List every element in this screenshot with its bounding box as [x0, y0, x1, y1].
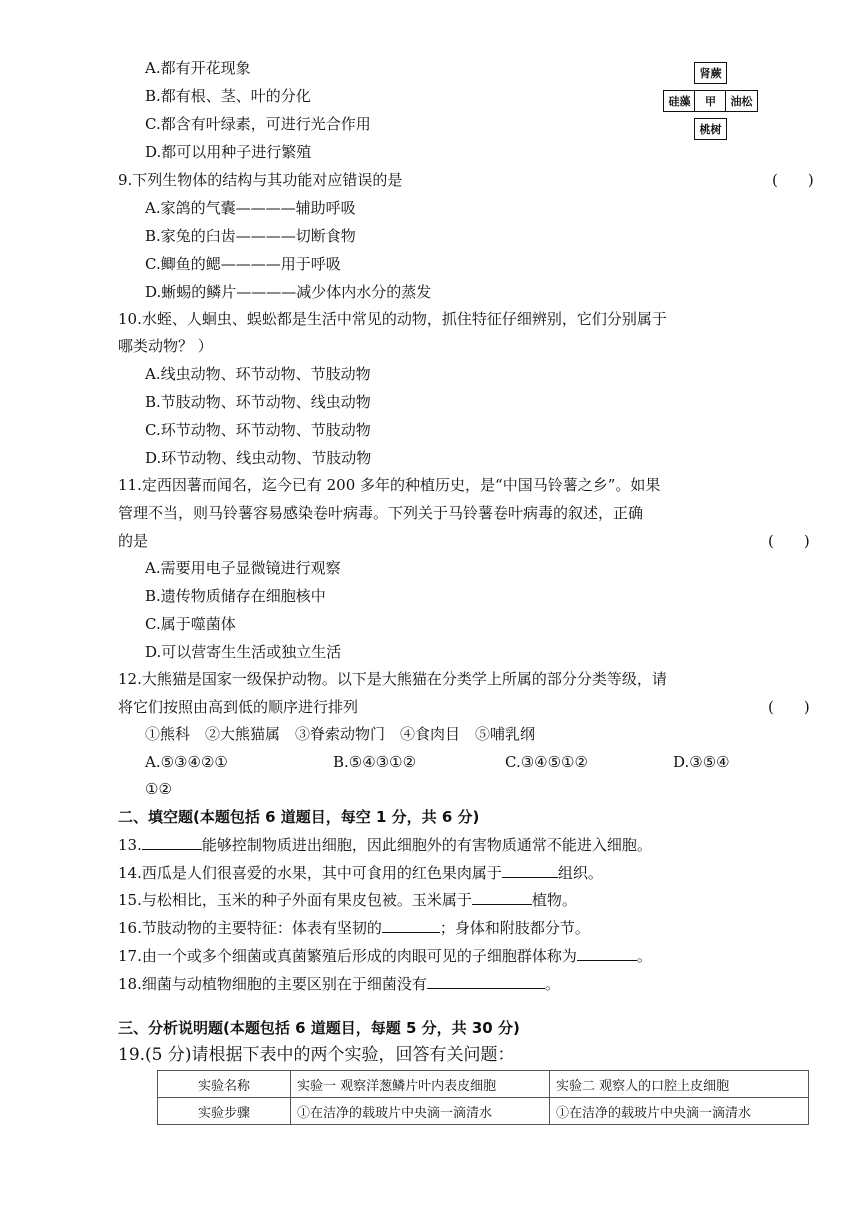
q11-option-d: D.可以营寄生生活或独立生活 [145, 643, 342, 661]
experiment-table [157, 1070, 809, 1125]
diagram-center-cell: 甲 [694, 90, 727, 112]
q12-option-a: A.⑤③④②① [145, 753, 228, 771]
q8-option-c: C.都含有叶绿素，可进行光合作用 [145, 115, 371, 133]
q11-option-c: C.属于噬菌体 [145, 615, 236, 633]
q17-blank[interactable] [577, 945, 637, 961]
q17 [118, 945, 652, 966]
q17-suffix: 。 [636, 947, 652, 965]
table-cell: ①在洁净的载玻片中央滴一滴清水 [550, 1098, 809, 1125]
q12-option-c: C.③④⑤①② [505, 753, 588, 771]
section3-title: 三、分析说明题(本题包括 6 道题目，每题 5 分，共 30 分) [118, 1019, 520, 1037]
q14-suffix: 组织。 [557, 864, 603, 882]
q16-blank[interactable] [382, 917, 440, 933]
q12-answer-bracket: ( ) [768, 698, 810, 716]
q8-option-d: D.都可以用种子进行繁殖 [145, 143, 312, 161]
q9-answer-bracket: ( ) [772, 171, 814, 189]
section2-title: 二、填空题(本题包括 6 道题目，每空 1 分，共 6 分) [118, 808, 480, 826]
q16-text: 16.节肢动物的主要特征：体表有坚韧的 [118, 919, 382, 937]
table-cell: 实验名称 [158, 1071, 291, 1098]
q15-text: 15.与松相比，玉米的种子外面有果皮包被。玉米属于 [118, 891, 472, 909]
q12-option-d-continued: ①② [145, 780, 172, 798]
q11-stem-line1: 11.定西因薯而闻名，迄今已有 200 多年的种植历史，是“中国马铃薯之乡”。如果 [118, 476, 661, 494]
q11-answer-bracket: ( ) [768, 532, 810, 550]
q9-option-a: A.家鸽的气囊————辅助呼吸 [145, 199, 356, 217]
q10-option-a: A.线虫动物、环节动物、节肢动物 [145, 365, 371, 383]
q9-option-c: C.鲫鱼的鳃————用于呼吸 [145, 255, 341, 273]
q10-option-b: B.节肢动物、环节动物、线虫动物 [145, 393, 371, 411]
q10-stem-line1: 10.水蛭、人蛔虫、蜈蚣都是生活中常见的动物，抓住特征仔细辨别，它们分别属于 [118, 310, 667, 328]
q15-blank[interactable] [472, 889, 532, 905]
q18 [118, 973, 560, 994]
table-cell: 实验步骤 [158, 1098, 291, 1125]
diagram-left-cell: 硅藻 [663, 90, 696, 112]
diagram-right-cell: 油松 [725, 90, 758, 112]
q12-option-d: D.③⑤④ [673, 753, 730, 771]
q8-option-b: B.都有根、茎、叶的分化 [145, 87, 311, 105]
q18-suffix: 。 [544, 975, 560, 993]
diagram-bottom-cell: 桃树 [694, 118, 727, 140]
q10-option-c: C.环节动物、环节动物、节肢动物 [145, 421, 371, 439]
q12-stem-line1: 12.大熊猫是国家一级保护动物。以下是大熊猫在分类学上所属的部分分类等级，请 [118, 670, 667, 688]
q13 [118, 834, 652, 855]
diagram-top-cell: 肾蕨 [694, 62, 727, 84]
q14 [118, 862, 603, 883]
q12-stem-line2: 将它们按照由高到低的顺序进行排列 [118, 698, 359, 716]
table-cell: 实验一 观察洋葱鳞片叶内表皮细胞 [291, 1071, 550, 1098]
q13-blank[interactable] [142, 834, 202, 850]
q16 [118, 917, 590, 938]
q11-stem-line2: 管理不当，则马铃薯容易感染卷叶病毒。下列关于马铃薯卷叶病毒的叙述，正确 [118, 504, 644, 522]
q13-prefix: 13. [118, 836, 142, 854]
table-row [158, 1098, 809, 1125]
q15-suffix: 植物。 [531, 891, 577, 909]
q12-option-b: B.⑤④③①② [333, 753, 417, 771]
table-cell: ①在洁净的载玻片中央滴一滴清水 [291, 1098, 550, 1125]
q10-stem-line2: 哪类动物？ ） [118, 337, 213, 355]
q10-option-d: D.环节动物、线虫动物、节肢动物 [145, 449, 372, 467]
q13-text: 能够控制物质进出细胞，因此细胞外的有害物质通常不能进入细胞。 [201, 836, 652, 854]
q11-stem-line3: 的是 [118, 532, 149, 550]
q14-blank[interactable] [502, 862, 558, 878]
q9-stem: 9.下列生物体的结构与其功能对应错误的是 [118, 171, 403, 189]
q15 [118, 889, 577, 910]
q12-taxa-list: ①熊科 ②大熊猫属 ③脊索动物门 ④食肉目 ⑤哺乳纲 [145, 725, 536, 743]
q14-text: 14.西瓜是人们很喜爱的水果，其中可食用的红色果肉属于 [118, 864, 502, 882]
table-cell: 实验二 观察人的口腔上皮细胞 [550, 1071, 809, 1098]
q9-option-d: D.蜥蜴的鳞片————减少体内水分的蒸发 [145, 283, 432, 301]
q19-stem: 19.(5 分)请根据下表中的两个实验，回答有关问题： [118, 1045, 515, 1065]
q18-text: 18.细菌与动植物细胞的主要区别在于细菌没有 [118, 975, 427, 993]
q11-option-b: B.遗传物质储存在细胞核中 [145, 587, 326, 605]
q11-option-a: A.需要用电子显微镜进行观察 [145, 559, 341, 577]
table-row [158, 1071, 809, 1098]
q8-option-a: A.都有开花现象 [145, 59, 251, 77]
q17-text: 17.由一个或多个细菌或真菌繁殖后形成的肉眼可见的子细胞群体称为 [118, 947, 577, 965]
q18-blank[interactable] [427, 973, 545, 989]
q9-option-b: B.家兔的臼齿————切断食物 [145, 227, 356, 245]
q16-suffix: ；身体和附肢都分节。 [439, 919, 590, 937]
